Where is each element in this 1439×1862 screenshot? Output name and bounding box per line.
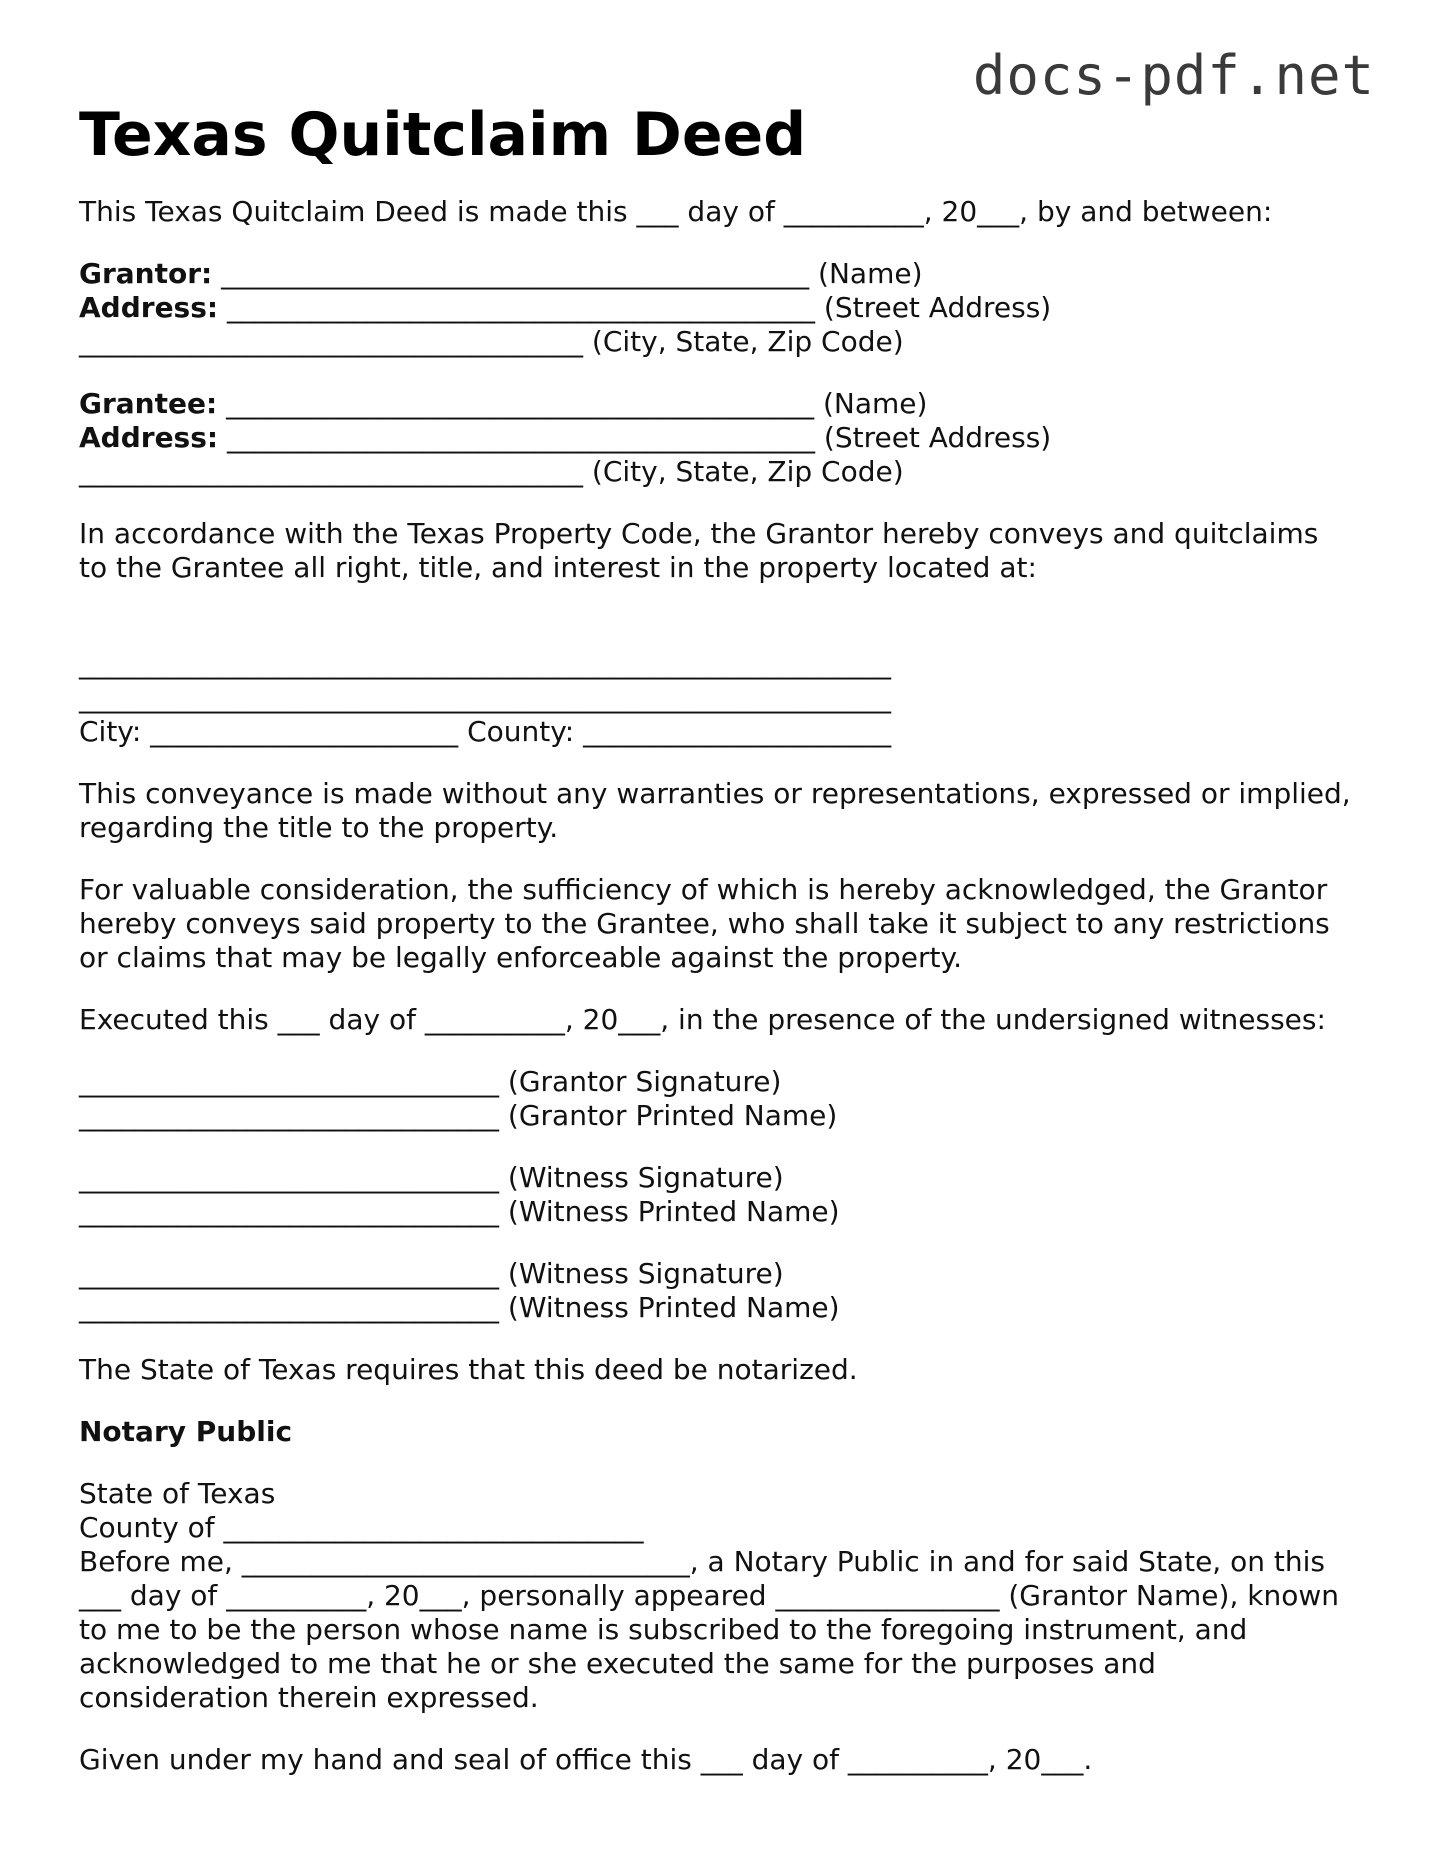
grantor-address-line — [79, 291, 1379, 325]
conveyance-paragraph — [79, 517, 1379, 585]
document-page — [79, 95, 1379, 1805]
grantee-name-line — [79, 387, 1379, 421]
page-title: Texas Quitclaim Deed — [79, 100, 807, 170]
warranty-paragraph — [79, 777, 1379, 845]
property-address-field[interactable]: __________________________________________________________ — [79, 681, 891, 714]
witness-1-block — [79, 1161, 1379, 1229]
grantee-address-label: Address: — [79, 421, 219, 454]
witness-signature-field[interactable]: ______________________________ (Witness Signature) — [79, 1257, 784, 1290]
notary-line: to me to be the person whose name is subscribed to the foregoing instrument, and — [79, 1613, 1248, 1646]
notary-line: acknowledged to me that he or she executed the same for the purposes and — [79, 1647, 1156, 1680]
property-address-field[interactable]: __________________________________________________________ — [79, 647, 891, 680]
witness-printed-name-field[interactable]: ______________________________ (Witness Printed Name) — [79, 1291, 840, 1324]
notary-state: State of Texas — [79, 1477, 276, 1510]
grantee-city-field[interactable]: ____________________________________ (City, State, Zip Code) — [79, 455, 904, 488]
witness-signature-field[interactable]: ______________________________ (Witness Signature) — [79, 1161, 784, 1194]
grantor-name-field[interactable]: __________________________________________ (Name) — [212, 257, 923, 290]
notarize-note: The State of Texas requires that this deed be notarized. — [79, 1353, 858, 1386]
consideration-line: or claims that may be legally enforceable against the property. — [79, 941, 962, 974]
executed-paragraph: Executed this ___ day of __________, 20___, in the presence of the undersigned witnesses: — [79, 1003, 1326, 1036]
notary-line[interactable]: Before me, ________________________________, a Notary Public in and for said State, on this — [79, 1545, 1325, 1578]
grantee-block — [79, 387, 1379, 489]
property-block — [79, 647, 1379, 749]
grantor-name-line — [79, 257, 1379, 291]
grantor-address-label: Address: — [79, 291, 219, 324]
grantor-label: Grantor: — [79, 257, 213, 290]
notary-line[interactable]: ___ day of __________, 20___, personally appeared ________________ (Grantor Name), known — [79, 1579, 1339, 1612]
warranty-line: regarding the title to the property. — [79, 811, 559, 844]
consideration-line: For valuable consideration, the sufficiency of which is hereby acknowledged, the Grantor — [79, 873, 1328, 906]
grantee-name-field[interactable]: __________________________________________ (Name) — [217, 387, 928, 420]
grantor-address-field[interactable]: __________________________________________ (Street Address) — [218, 291, 1052, 324]
notary-county-field[interactable]: County of ______________________________ — [79, 1511, 644, 1544]
notary-line: consideration therein expressed. — [79, 1681, 539, 1714]
grantee-label: Grantee: — [79, 387, 218, 420]
grantor-block — [79, 257, 1379, 359]
grantor-printed-name-field[interactable]: ______________________________ (Grantor Printed Name) — [79, 1099, 838, 1132]
grantee-address-field[interactable]: __________________________________________ (Street Address) — [218, 421, 1052, 454]
conveyance-line: In accordance with the Texas Property Code, the Grantor hereby conveys and quitclaims — [79, 517, 1319, 550]
property-city-county-field[interactable]: City: ______________________ County: ______________________ — [79, 715, 892, 748]
notary-block — [79, 1477, 1379, 1715]
warranty-line: This conveyance is made without any warranties or representations, expressed or implied, — [79, 777, 1351, 810]
consideration-line: hereby conveys said property to the Grantee, who shall take it subject to any restrictions — [79, 907, 1330, 940]
grantor-signature-block — [79, 1065, 1379, 1133]
consideration-paragraph — [79, 873, 1379, 975]
watermark: docs-pdf.net — [972, 44, 1375, 107]
grantor-signature-field[interactable]: ______________________________ (Grantor Signature) — [79, 1065, 782, 1098]
witness-printed-name-field[interactable]: ______________________________ (Witness Printed Name) — [79, 1195, 840, 1228]
intro-paragraph: This Texas Quitclaim Deed is made this ___ day of __________, 20___, by and between: — [79, 195, 1273, 228]
grantee-address-line — [79, 421, 1379, 455]
witness-2-block — [79, 1257, 1379, 1325]
closing-paragraph[interactable]: Given under my hand and seal of office this ___ day of __________, 20___. — [79, 1743, 1093, 1776]
notary-heading: Notary Public — [79, 1415, 293, 1448]
grantor-city-field[interactable]: ____________________________________ (City, State, Zip Code) — [79, 325, 904, 358]
conveyance-line: to the Grantee all right, title, and interest in the property located at: — [79, 551, 1037, 584]
